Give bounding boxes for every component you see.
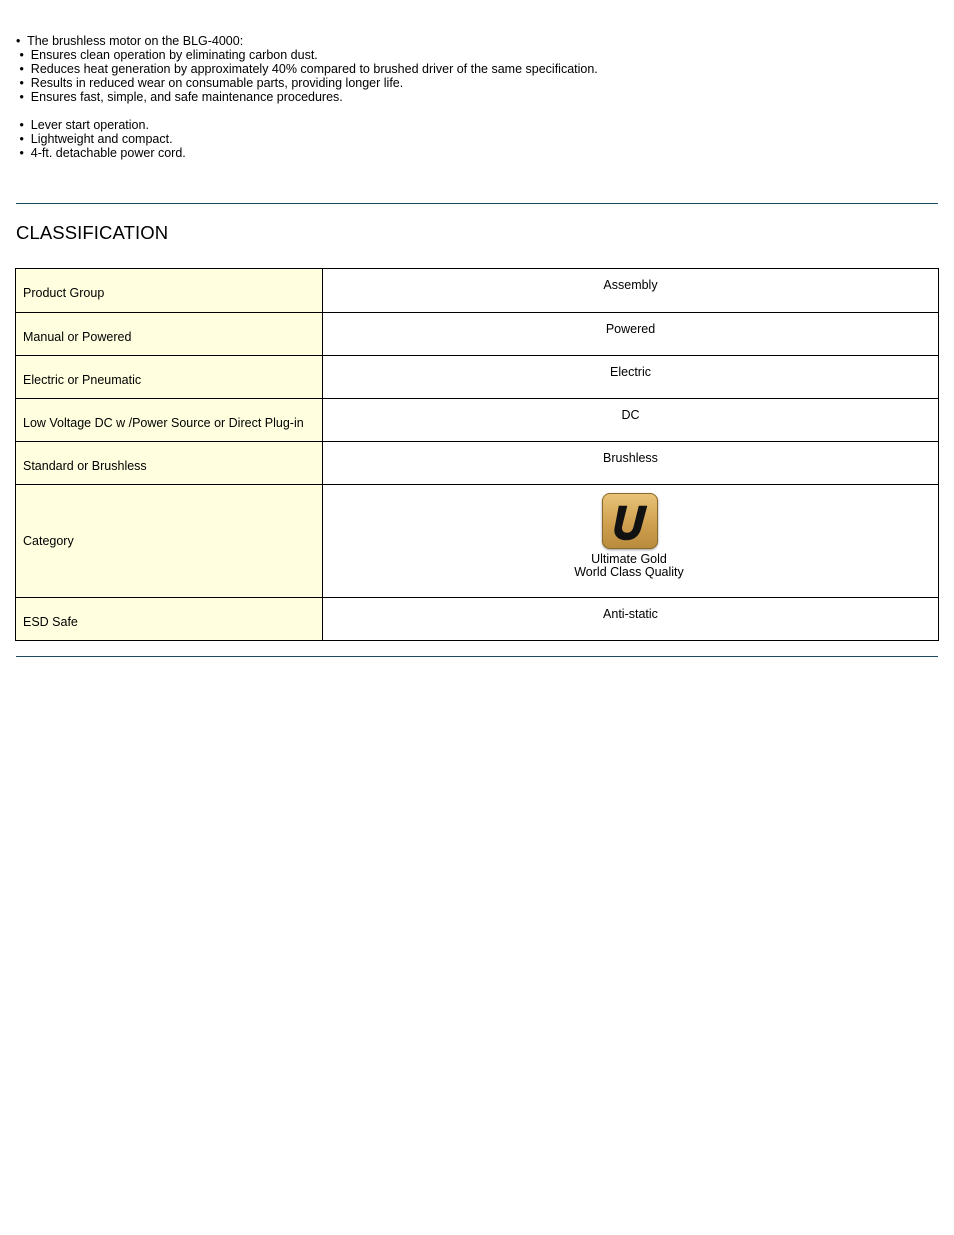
row-label: Product Group: [16, 269, 323, 313]
row-label: ESD Safe: [16, 598, 323, 641]
table-row-category: [16, 485, 939, 598]
section-title: CLASSIFICATION: [16, 222, 169, 243]
table-row: [16, 442, 939, 485]
feature-item: • Lever start operation.: [16, 118, 149, 132]
category-name: Ultimate Gold: [591, 552, 667, 566]
row-label: Manual or Powered: [16, 313, 323, 356]
feature-item: • The brushless motor on the BLG-4000:: [16, 34, 244, 48]
section-divider-bottom: [16, 656, 938, 657]
category-text: [320, 553, 938, 579]
row-value-category: [323, 485, 939, 598]
row-label: Category: [16, 485, 323, 598]
row-value: Electric: [323, 356, 939, 399]
badge-letter-graphic: [602, 493, 658, 549]
ultimate-gold-badge-icon: [602, 493, 658, 549]
category-tagline: World Class Quality: [574, 565, 684, 579]
row-value: DC: [323, 399, 939, 442]
feature-item: • Ensures clean operation by eliminating carbon dust.: [16, 48, 318, 62]
row-label: Low Voltage DC w /Power Source or Direct Plug-in: [16, 399, 323, 442]
feature-item: • Reduces heat generation by approximately 40% compared to brushed driver of the same specification.: [16, 62, 598, 76]
table-row: [16, 356, 939, 399]
table-row: [16, 598, 939, 641]
row-value: Powered: [323, 313, 939, 356]
row-value: Brushless: [323, 442, 939, 485]
feature-gap: [16, 104, 598, 118]
classification-table: [15, 268, 939, 641]
row-value: Assembly: [323, 269, 939, 313]
row-label: Electric or Pneumatic: [16, 356, 323, 399]
row-label: Standard or Brushless: [16, 442, 323, 485]
feature-item: • 4-ft. detachable power cord.: [16, 146, 186, 160]
table-row: [16, 399, 939, 442]
table-row: [16, 313, 939, 356]
feature-item: • Results in reduced wear on consumable parts, providing longer life.: [16, 76, 404, 90]
row-value: Anti-static: [323, 598, 939, 641]
section-divider-top: [16, 203, 938, 204]
feature-list: [16, 34, 598, 160]
table-row: [16, 269, 939, 313]
feature-item: • Lightweight and compact.: [16, 132, 173, 146]
feature-item: • Ensures fast, simple, and safe maintenance procedures.: [16, 90, 343, 104]
